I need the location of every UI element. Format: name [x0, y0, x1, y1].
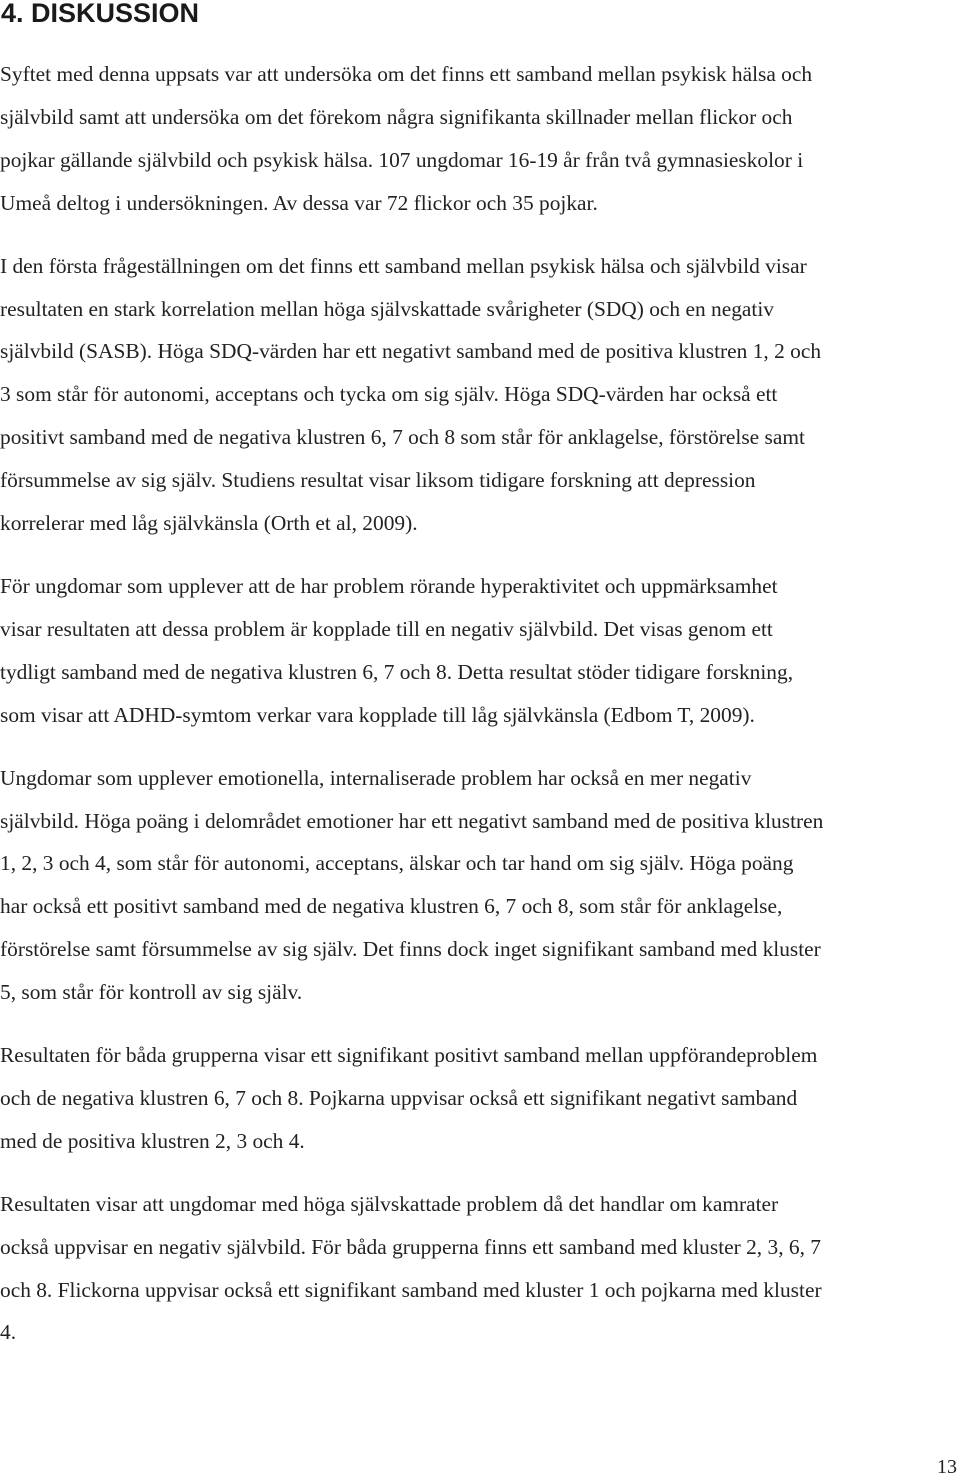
text-line: med de positiva klustren 2, 3 och 4.: [0, 1128, 305, 1153]
paragraph: [0, 1034, 960, 1163]
text-line: som visar att ADHD-symtom verkar vara kopplade till låg självkänsla (Edbom T, 2009).: [0, 702, 755, 727]
text-line: Resultaten visar att ungdomar med höga självskattade problem då det handlar om kamrater: [0, 1191, 779, 1216]
text-line: och 8. Flickorna uppvisar också ett signifikant samband med kluster 1 och pojkarna med kluster: [0, 1277, 822, 1302]
text-line: I den första frågeställningen om det finns ett samband mellan psykisk hälsa och självbild visar: [0, 253, 807, 278]
text-line: och de negativa klustren 6, 7 och 8. Pojkarna uppvisar också ett signifikant negativt samband: [0, 1085, 798, 1110]
page-number: 13: [937, 1456, 957, 1478]
text-line: självbild samt att undersöka om det förekom några signifikanta skillnader mellan flickor och: [0, 104, 793, 129]
text-line: visar resultaten att dessa problem är kopplade till en negativ självbild. Det visas genom ett: [0, 616, 773, 641]
text-line: Resultaten för båda grupperna visar ett signifikant positivt samband mellan uppförandeproblem: [0, 1043, 818, 1068]
text-line: korrelerar med låg självkänsla (Orth et al, 2009).: [0, 511, 418, 536]
text-line: självbild. Höga poäng i delområdet emotioner har ett negativt samband med de positiva klustren: [0, 808, 824, 833]
text-line: resultaten en stark korrelation mellan höga självskattade svårigheter (SDQ) och en negativ: [0, 296, 774, 321]
section-heading: 4. DISKUSSION: [1, 0, 200, 28]
paragraph: [0, 53, 960, 225]
text-line: har också ett positivt samband med de negativa klustren 6, 7 och 8, som står för anklagelse,: [0, 894, 783, 919]
text-line: För ungdomar som upplever att de har problem rörande hyperaktivitet och uppmärksamhet: [0, 573, 778, 598]
text-line: självbild (SASB). Höga SDQ-värden har ett negativt samband med de positiva klustren 1, 2 och: [0, 339, 822, 364]
text-line: Ungdomar som upplever emotionella, internaliserade problem har också en mer negativ: [0, 765, 752, 790]
paragraph: [0, 757, 960, 1014]
text-line: tydligt samband med de negativa klustren 6, 7 och 8. Detta resultat stöder tidigare forskning,: [0, 659, 794, 684]
text-line: 1, 2, 3 och 4, som står för autonomi, acceptans, älskar och tar hand om sig själv. Höga poäng: [0, 851, 794, 876]
text-line: förstörelse samt försummelse av sig själv. Det finns dock inget signifikant samband med kluster: [0, 937, 821, 962]
text-line: också uppvisar en negativ självbild. För båda grupperna finns ett samband med kluster 2, 3, 6, 7: [0, 1234, 821, 1259]
text-line: positivt samband med de negativa klustren 6, 7 och 8 som står för anklagelse, förstörelse samt: [0, 425, 805, 450]
paragraph: [0, 245, 960, 545]
discussion-body: [0, 53, 960, 1354]
paragraph: [0, 1183, 960, 1355]
text-line: 3 som står för autonomi, acceptans och tycka om sig själv. Höga SDQ-värden har också ett: [0, 382, 778, 407]
text-line: 5, som står för kontroll av sig själv.: [0, 980, 303, 1005]
text-line: 4.: [0, 1320, 17, 1345]
text-line: Syftet med denna uppsats var att undersöka om det finns ett samband mellan psykisk hälsa och: [0, 62, 813, 86]
paragraph: [0, 565, 960, 737]
text-line: pojkar gällande självbild och psykisk hälsa. 107 ungdomar 16-19 år från två gymnasieskolor i: [0, 147, 804, 172]
text-line: försummelse av sig själv. Studiens resultat visar liksom tidigare forskning att depression: [0, 468, 756, 493]
text-line: Umeå deltog i undersökningen. Av dessa var 72 flickor och 35 pojkar.: [0, 190, 598, 215]
